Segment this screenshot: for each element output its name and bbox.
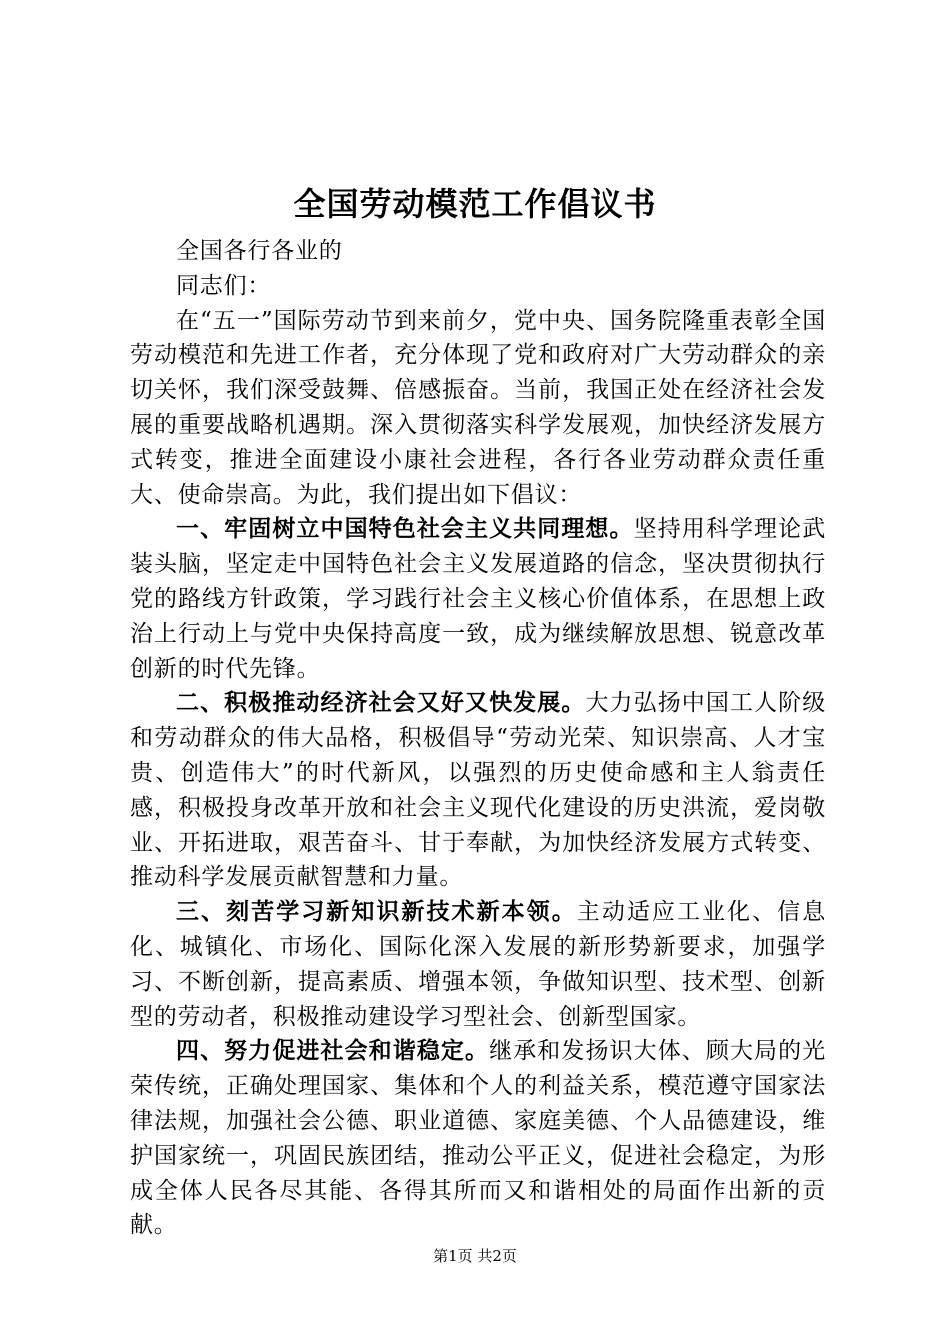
salutation-line-1: 全国各行各业的 (176, 238, 343, 264)
proposal-item-1-heading: 一、牢固树立中国特色社会主义共同理想。 (176, 515, 634, 543)
intro-paragraph: 在“五一”国际劳动节到来前夕，党中央、国务院隆重表彰全国劳动模范和先进工作者，充分体现了党和政府对广大劳动群众的亲切关怀，我们深受鼓舞、倍感振奋。当前，我国正处在经济社会发展的重要战略机遇期。深入贯彻落实科学发展观，加快经济发展方式转变，推进全面建设小康社会进程，各行各业劳动群众责任重大、使命崇高。为此，我们提出如下倡议： (130, 307, 826, 508)
proposal-item-2 (130, 686, 826, 895)
proposal-item-2-heading: 二、积极推动经济社会又好又快发展。 (176, 689, 586, 717)
proposal-item-2-text: 大力弘扬中国工人阶级和劳动群众的伟大品格，积极倡导“劳动光荣、知识崇高、人才宝贵、创造伟大”的时代新风，以强烈的历史使命感和主人翁责任感，积极投身改革开放和社会主义现代化建设的历史洪流，爱岗敬业、开拓进取，艰苦奋斗、甘于奉献，为加快经济发展方式转变、推动科学发展贡献智慧和力量。 (130, 690, 826, 891)
page-footer: 第1页 共2页 (433, 1247, 517, 1265)
proposal-item-3 (130, 895, 826, 1034)
salutation-line-2: 同志们： (176, 272, 272, 299)
proposal-item-3-text: 主动适应工业化、信息化、城镇化、市场化、国际化深入发展的新形势新要求，加强学习、不断创新，提高素质、增强本领，争做知识型、技术型、创新型的劳动者，积极推动建设学习型社会、创新型国家。 (130, 899, 826, 1030)
proposal-item-1-text: 坚持用科学理论武装头脑，坚定走中国特色社会主义发展道路的信念，坚决贯彻执行党的路线方针政策，学习践行社会主义核心价值体系，在思想上政治上行动上与党中央保持高度一致，成为继续解放思想、锐意改革创新的时代先锋。 (130, 516, 826, 682)
document-title: 全国劳动模范工作倡议书 (293, 185, 657, 223)
proposal-item-4-text: 继承和发扬识大体、顾大局的光荣传统，正确处理国家、集体和个人的利益关系，模范遵守国家法律法规，加强社会公德、职业道德、家庭美德、个人品德建设，维护国家统一，巩固民族团结，推动公平正义，促进社会稳定，为形成全体人民各尽其能、各得其所而又和谐相处的局面作出新的贡献。 (130, 1038, 827, 1239)
proposal-item-4 (130, 1034, 826, 1243)
document-body (130, 234, 826, 1243)
proposal-item-4-heading: 四、努力促进社会和谐稳定。 (176, 1037, 490, 1065)
proposal-item-3-heading: 三、刻苦学习新知识新技术新本领。 (176, 898, 577, 926)
proposal-item-1 (130, 512, 826, 686)
